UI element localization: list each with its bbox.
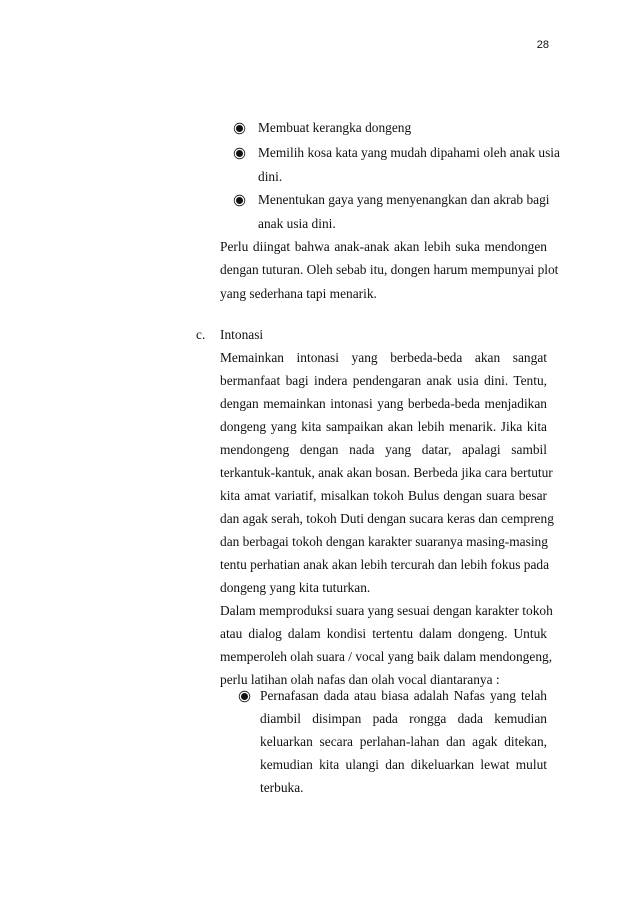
paragraph-line: Dalam memproduksi suara yang sesuai dengan karakter tokoh [220,603,553,618]
list-item-continuation: dini. [258,169,283,184]
page-number: 28 [536,39,549,51]
paragraph-line: dan berbagai tokoh dengan karakter suaranya masing-masing [220,534,548,549]
paragraph-line: dongeng yang kita tuturkan. [220,580,371,595]
paragraph-line: mendongeng dengan nada yang datar, apalagi sambil [220,442,547,457]
bullet-icon [236,197,243,204]
paragraph-line: atau dialog dalam kondisi tertentu dalam dongeng. Untuk [220,626,547,641]
paragraph-line: yang sederhana tapi menarik. [220,286,377,301]
paragraph-line: kita amat variatif, misalkan tokoh Bulus dengan suara besar [220,488,547,503]
bullet-icon [241,693,248,700]
paragraph-line: dongeng yang kita sampaikan akan lebih menarik. Jika kita [220,419,547,434]
paragraph-line: Memainkan intonasi yang berbeda-beda akan sangat [220,350,547,365]
paragraph-line: dengan memainkan intonasi yang berbeda-beda menjadikan [220,396,547,411]
paragraph-line: dengan tuturan. Oleh sebab itu, dongen harum mempunyai plot [220,262,559,277]
paragraph-line: bermanfaat bagi indera pendengaran anak usia dini. Tentu, [220,373,547,388]
list-item-continuation: terbuka. [260,780,304,795]
paragraph-line: terkantuk-kantuk, anak akan bosan. Berbeda jika cara bertutur [220,465,553,480]
list-item-continuation: diambil disimpan pada rongga dada kemudian [260,711,547,726]
paragraph-line: memperoleh olah suara / vocal yang baik dalam mendongeng, [220,649,553,664]
section-title: Intonasi [220,327,264,342]
list-item: Membuat kerangka dongeng [258,120,412,135]
bullet-icon [236,125,243,132]
paragraph-line: dan agak serah, tokoh Duti dengan sucara keras dan cempreng [220,511,554,526]
list-item-continuation: keluarkan secara perlahan-lahan dan agak ditekan, [260,734,547,749]
list-item: Pernafasan dada atau biasa adalah Nafas yang telah [260,688,547,703]
bullet-icon [236,150,243,157]
list-item: Memilih kosa kata yang mudah dipahami oleh anak usia [258,145,560,160]
list-item-continuation: anak usia dini. [258,216,336,231]
paragraph-line: Perlu diingat bahwa anak-anak akan lebih suka mendongen [220,239,547,254]
paragraph-line: perlu latihan olah nafas dan olah vocal diantaranya : [220,672,500,687]
section-marker: c. [196,327,206,342]
list-item-continuation: kemudian kita ulangi dan dikeluarkan lewat mulut [260,757,547,772]
list-item: Menentukan gaya yang menyenangkan dan akrab bagi [258,192,550,207]
paragraph-line: tentu perhatian anak akan lebih tercurah dan lebih fokus pada [220,557,550,572]
